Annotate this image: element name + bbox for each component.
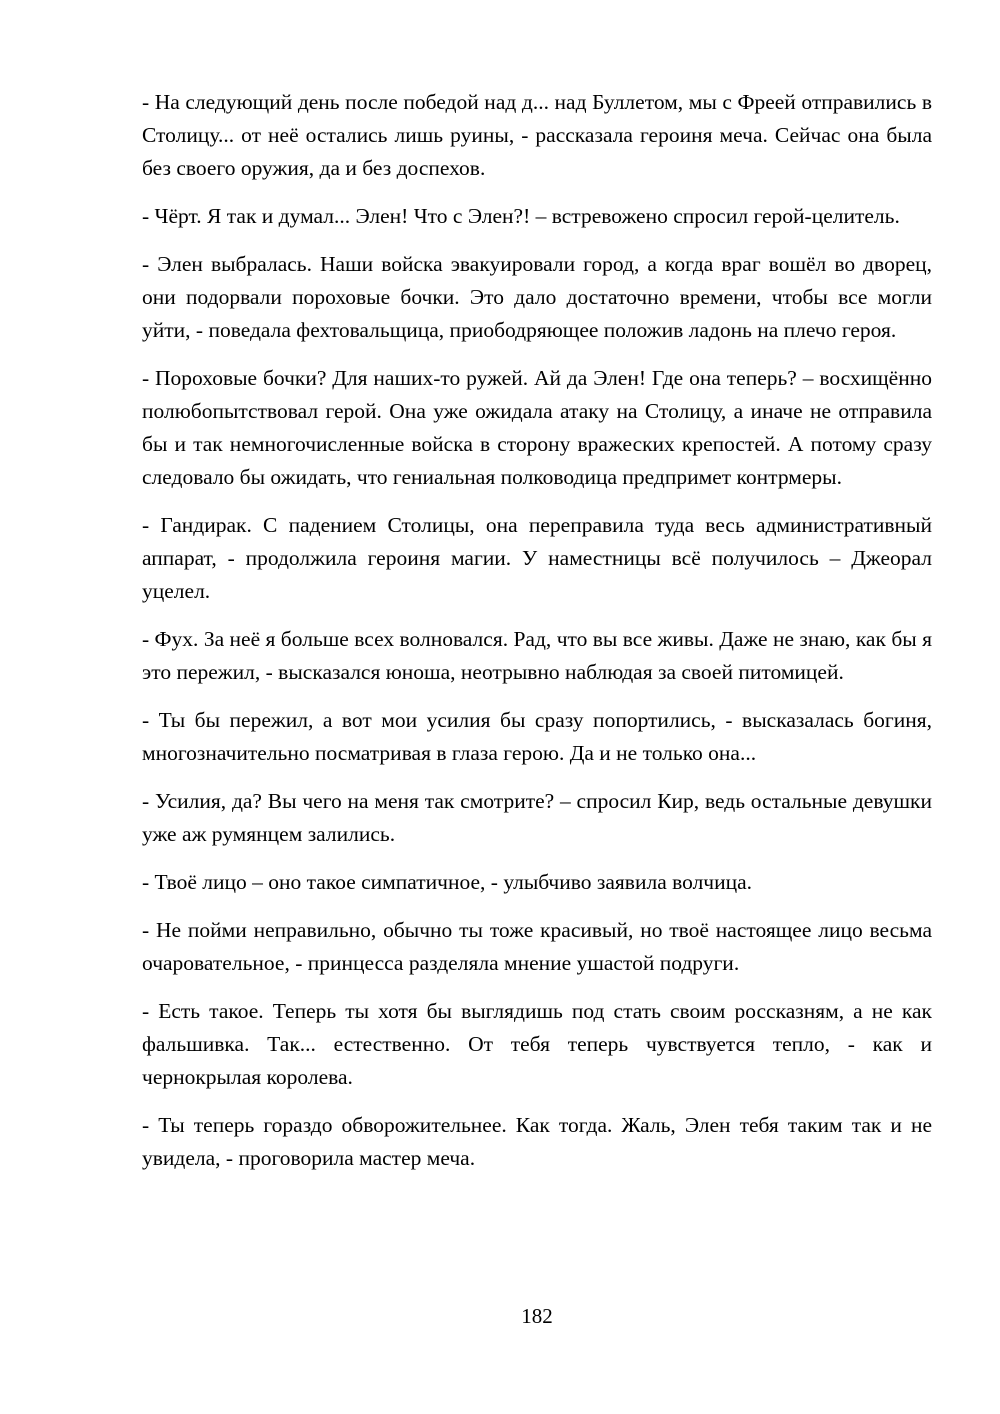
paragraph: - Ты бы пережил, а вот мои усилия бы сразу попортились, - высказалась богиня, многозначительно посматривая в глаза герою. Да и не только она...	[142, 708, 932, 765]
paragraph: - Ты теперь гораздо обворожительнее. Как тогда. Жаль, Элен тебя таким так и не увидела, - проговорила мастер меча.	[142, 1113, 932, 1170]
paragraph: - Чёрт. Я так и думал... Элен! Что с Элен?! – встревожено спросил герой-целитель.	[142, 204, 900, 228]
paragraph: - Твоё лицо – оно такое симпатичное, - улыбчиво заявила волчица.	[142, 870, 753, 894]
paragraph: - Элен выбралась. Наши войска эвакуировали город, а когда враг вошёл во дворец, они подорвали пороховые бочки. Это дало достаточно времени, чтобы все могли уйти, - поведала фехтовальщица, приободряющее положив ладонь на плечо героя.	[142, 252, 932, 342]
paragraph: - На следующий день после победой над д... над Буллетом, мы с Фреей отправились в Столицу... от неё остались лишь руины, - рассказала героиня меча. Сейчас она была без своего оружия, да и без доспехов.	[142, 90, 932, 180]
paragraph: - Пороховые бочки? Для наших-то ружей. Ай да Элен! Где она теперь? – восхищённо полюбопытствовал герой. Она уже ожидала атаку на Столицу, а иначе не отправила бы и так немногочисленные войска в сторону вражеских крепостей. А потому сразу следовало бы ожидать, что гениальная полководица предпримет контрмеры.	[142, 366, 932, 489]
page-number: 182	[521, 1304, 553, 1328]
paragraph: - Гандирак. С падением Столицы, она переправила туда весь административный аппарат, - продолжила героиня магии. У наместницы всё получилось – Джеорал уцелел.	[142, 513, 932, 603]
paragraph: - Не пойми неправильно, обычно ты тоже красивый, но твоё настоящее лицо весьма очаровательное, - принцесса разделяла мнение ушастой подруги.	[142, 918, 932, 975]
paragraph: - Фух. За неё я больше всех волновался. Рад, что вы все живы. Даже не знаю, как бы я это пережил, - высказался юноша, неотрывно наблюдая за своей питомицей.	[142, 627, 932, 684]
text-block	[142, 86, 932, 1190]
paragraph: - Усилия, да? Вы чего на меня так смотрите? – спросил Кир, ведь остальные девушки уже аж румянцем залились.	[142, 789, 932, 846]
paragraph: - Есть такое. Теперь ты хотя бы выглядишь под стать своим россказням, а не как фальшивка. Так... естественно. От тебя теперь чувствуется тепло, - как и чернокрылая королева.	[142, 999, 932, 1089]
